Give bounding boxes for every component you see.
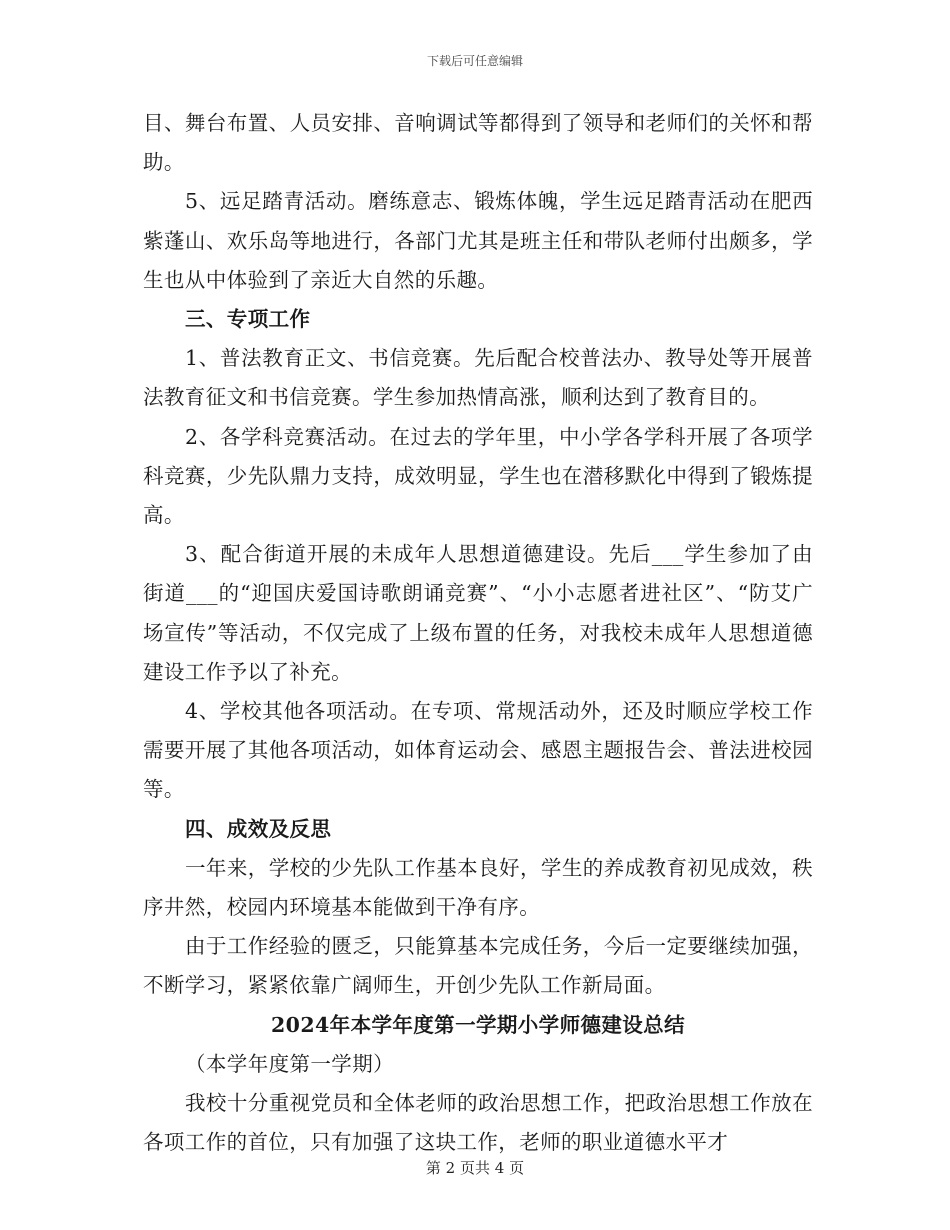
paragraph: 由于工作经验的匮乏，只能算基本完成任务，今后一定要继续加强，不断学习，紧紧依靠广阔师生，开创少先队工作新局面。: [143, 934, 813, 998]
document-title: 2024年本学年度第一学期小学师德建设总结: [271, 1012, 685, 1037]
page-header: 下载后可任意编辑: [426, 54, 523, 68]
section-heading: 三、专项工作: [185, 307, 311, 332]
paragraph: 目、舞台布置、人员安排、音响调试等都得到了领导和老师们的关怀和帮助。: [143, 111, 813, 175]
section-heading: 四、成效及反思: [185, 816, 332, 841]
paragraph: 1、普法教育正文、书信竞赛。先后配合校普法办、教导处等开展普法教育征文和书信竞赛。学生参加热情高涨，顺利达到了教育目的。: [143, 346, 813, 410]
paragraph: 我校十分重视党员和全体老师的政治思想工作，把政治思想工作放在各项工作的首位，只有加强了这块工作，老师的职业道德水平才: [143, 1091, 813, 1155]
paragraph: （本学年度第一学期）: [185, 1051, 394, 1076]
paragraph: 一年来，学校的少先队工作基本良好，学生的养成教育初见成效，秩序井然，校园内环境基本能做到干净有序。: [143, 855, 813, 920]
document-body: [143, 104, 813, 1162]
paragraph: 5、远足踏青活动。磨练意志、锻炼体魄，学生远足踏青活动在肥西紫蓬山、欢乐岛等地进行，各部门尤其是班主任和带队老师付出颇多，学生也从中体验到了亲近大自然的乐趣。: [143, 189, 813, 292]
page-footer: 第 2 页共 4 页: [425, 1159, 525, 1177]
paragraph: 2、各学科竞赛活动。在过去的学年里，中小学各学科开展了各项学科竞赛，少先队鼎力支持，成效明显，学生也在潜移默化中得到了锻炼提高。: [143, 424, 813, 528]
paragraph: 3、配合街道开展的未成年人思想道德建设。先后___学生参加了由街道___的“迎国庆爱国诗歌朗诵竞赛”、“小小志愿者进社区”、“防艾广场宣传”等活动，不仅完成了上级布置的任务，对我校未成年人思想道德建设工作予以了补充。: [143, 542, 813, 684]
paragraph: 4、学校其他各项活动。在专项、常规活动外，还及时顺应学校工作需要开展了其他各项活动，如体育运动会、感恩主题报告会、普法进校园等。: [143, 699, 813, 802]
